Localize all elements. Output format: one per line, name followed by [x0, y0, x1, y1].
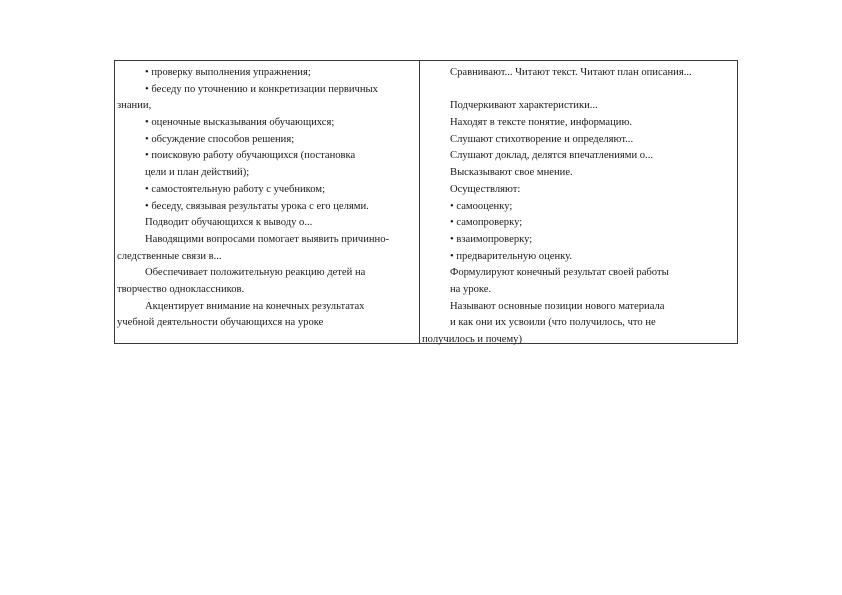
text-line: Слушают доклад, делятся впечатлениями о... [450, 150, 653, 162]
text-line: получилось и почему) [422, 334, 523, 345]
text-line: Подводит обучающихся к выводу о... [145, 217, 313, 229]
text-line: • самостоятельную работу с учебником; [145, 183, 326, 195]
text-line: следственные связи в... [117, 250, 222, 262]
text-line: Наводящими вопросами помогает выявить причинно- [145, 233, 390, 245]
text-line: Формулируют конечный результат своей работы [450, 267, 669, 279]
text-line: • оценочные высказывания обучающихся; [145, 117, 335, 129]
text-line: Слушают стихотворение и определяют... [450, 133, 634, 145]
text-line: • самооценку; [450, 200, 513, 212]
text-line: • беседу по уточнению и конкретизации первичных [145, 83, 378, 95]
text-line: Подчеркивают характеристики... [450, 100, 598, 112]
text-line: • беседу, связывая результаты урока с его целями. [145, 200, 369, 212]
text-line: и как они их усвоили (что получилось, что не [450, 317, 656, 329]
text-line: знании, [117, 100, 152, 112]
text-line: Осуществляют: [450, 183, 521, 195]
lesson-table [114, 60, 738, 344]
text-line: • самопроверку; [450, 217, 523, 229]
text-line: Обеспечивает положительную реакцию детей на [145, 267, 366, 279]
text-line: • предварительную оценку. [450, 250, 573, 262]
text-line: Высказывают свое мнение. [450, 167, 573, 179]
text-line: Сравнивают... Читают текст. Читают план описания... [450, 67, 692, 78]
text-line: творчество одноклассников. [117, 283, 245, 295]
text-line: • обсуждение способов решения; [145, 133, 295, 145]
text-line: • взаимопроверку; [450, 233, 533, 245]
teacher-activity-column [115, 61, 420, 343]
text-line: Называют основные позиции нового материала [450, 300, 665, 312]
text-line [420, 82, 737, 99]
text-line: цели и план действий); [145, 167, 250, 179]
student-activity-column [420, 61, 737, 343]
text-line: на уроке. [450, 283, 492, 295]
text-line: • поисковую работу обучающихся (постановка [145, 150, 356, 162]
text-line: Акцентирует внимание на конечных результатах [145, 300, 365, 312]
text-line: учебной деятельности обучающихся на уроке [117, 317, 324, 329]
text-line: Находят в тексте понятие, информацию. [450, 117, 633, 129]
text-line: • проверку выполнения упражнения; [145, 67, 311, 78]
